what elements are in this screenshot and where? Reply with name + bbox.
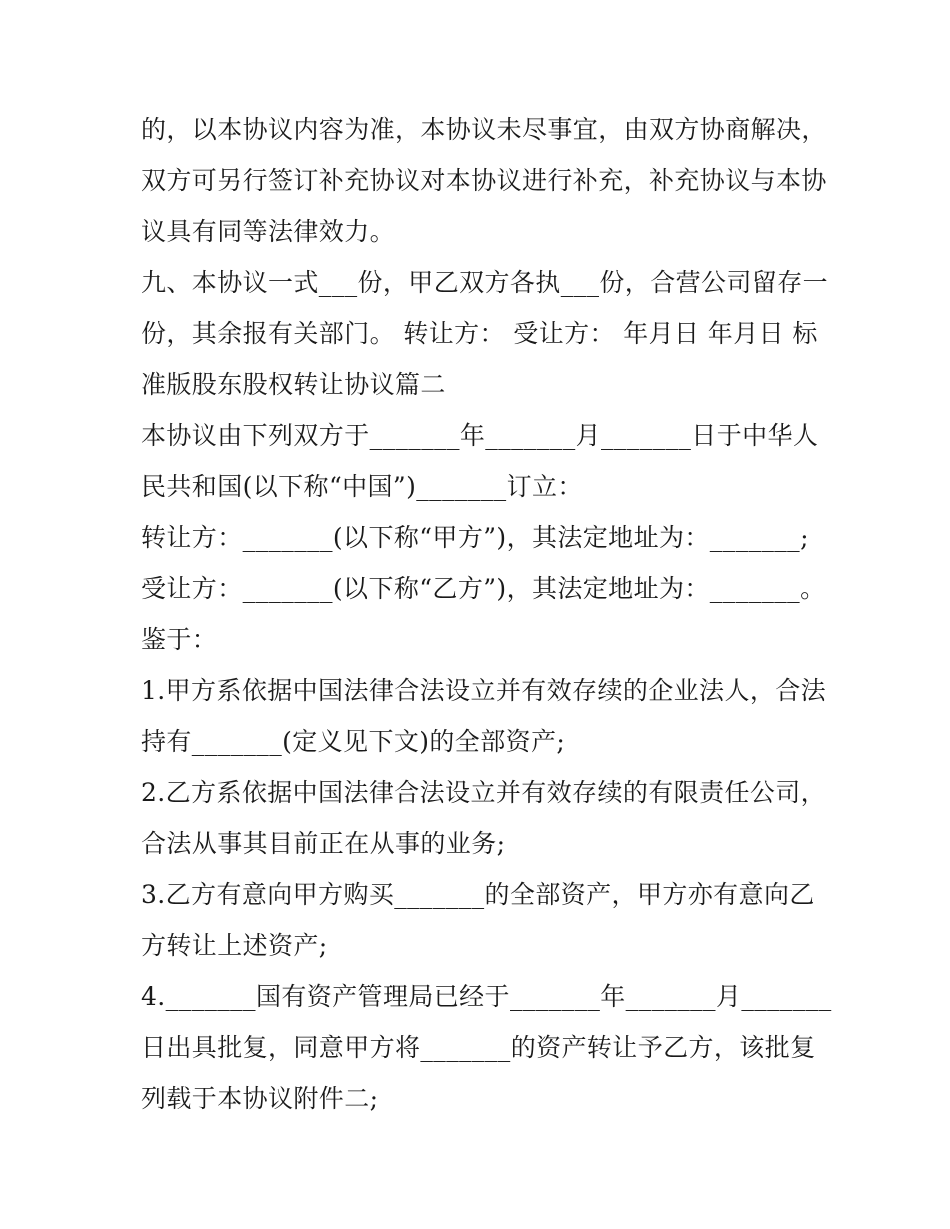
text-line: 2.乙方系依据中国法律合法设立并有效存续的有限责任公司，: [141, 778, 827, 807]
text-line: 持有_______(定义见下文)的全部资产;: [141, 727, 566, 756]
text-line: 日出具批复，同意甲方将_______的资产转让予乙方，该批复: [141, 1033, 816, 1062]
text-line: 方转让上述资产;: [141, 931, 328, 960]
text-line: 民共和国(以下称“中国”)_______订立：: [141, 472, 583, 501]
text-line: 1.甲方系依据中国法律合法设立并有效存续的企业法人，合法: [141, 676, 827, 705]
text-line: 议具有同等法律效力。: [141, 217, 396, 246]
document-body: [141, 104, 832, 1124]
text-line: 受让方：_______(以下称“乙方”)，其法定地址为：_______。: [141, 574, 826, 603]
text-line: 份，其余报有关部门。 转让方： 受让方： 年月日 年月日 标: [141, 319, 818, 348]
text-line: 的，以本协议内容为准，本协议未尽事宜，由双方协商解决，: [141, 115, 827, 144]
text-line: 4._______国有资产管理局已经于_______年_______月_______: [141, 982, 832, 1011]
text-line: 3.乙方有意向甲方购买_______的全部资产，甲方亦有意向乙: [141, 880, 815, 909]
text-line: 合法从事其目前正在从事的业务;: [141, 829, 506, 858]
text-line: 九、本协议一式___份，甲乙双方各执___份，合营公司留存一: [141, 268, 829, 297]
text-line: 双方可另行签订补充协议对本协议进行补充，补充协议与本协: [141, 166, 827, 195]
section-title: 准版股东股权转让协议篇二: [141, 370, 446, 399]
text-line: 列载于本协议附件二;: [141, 1084, 379, 1113]
text-line: 鉴于：: [141, 625, 218, 654]
text-line: 本协议由下列双方于_______年_______月_______日于中华人: [141, 421, 819, 450]
text-line: 转让方：_______(以下称“甲方”)，其法定地址为：_______;: [141, 523, 809, 552]
